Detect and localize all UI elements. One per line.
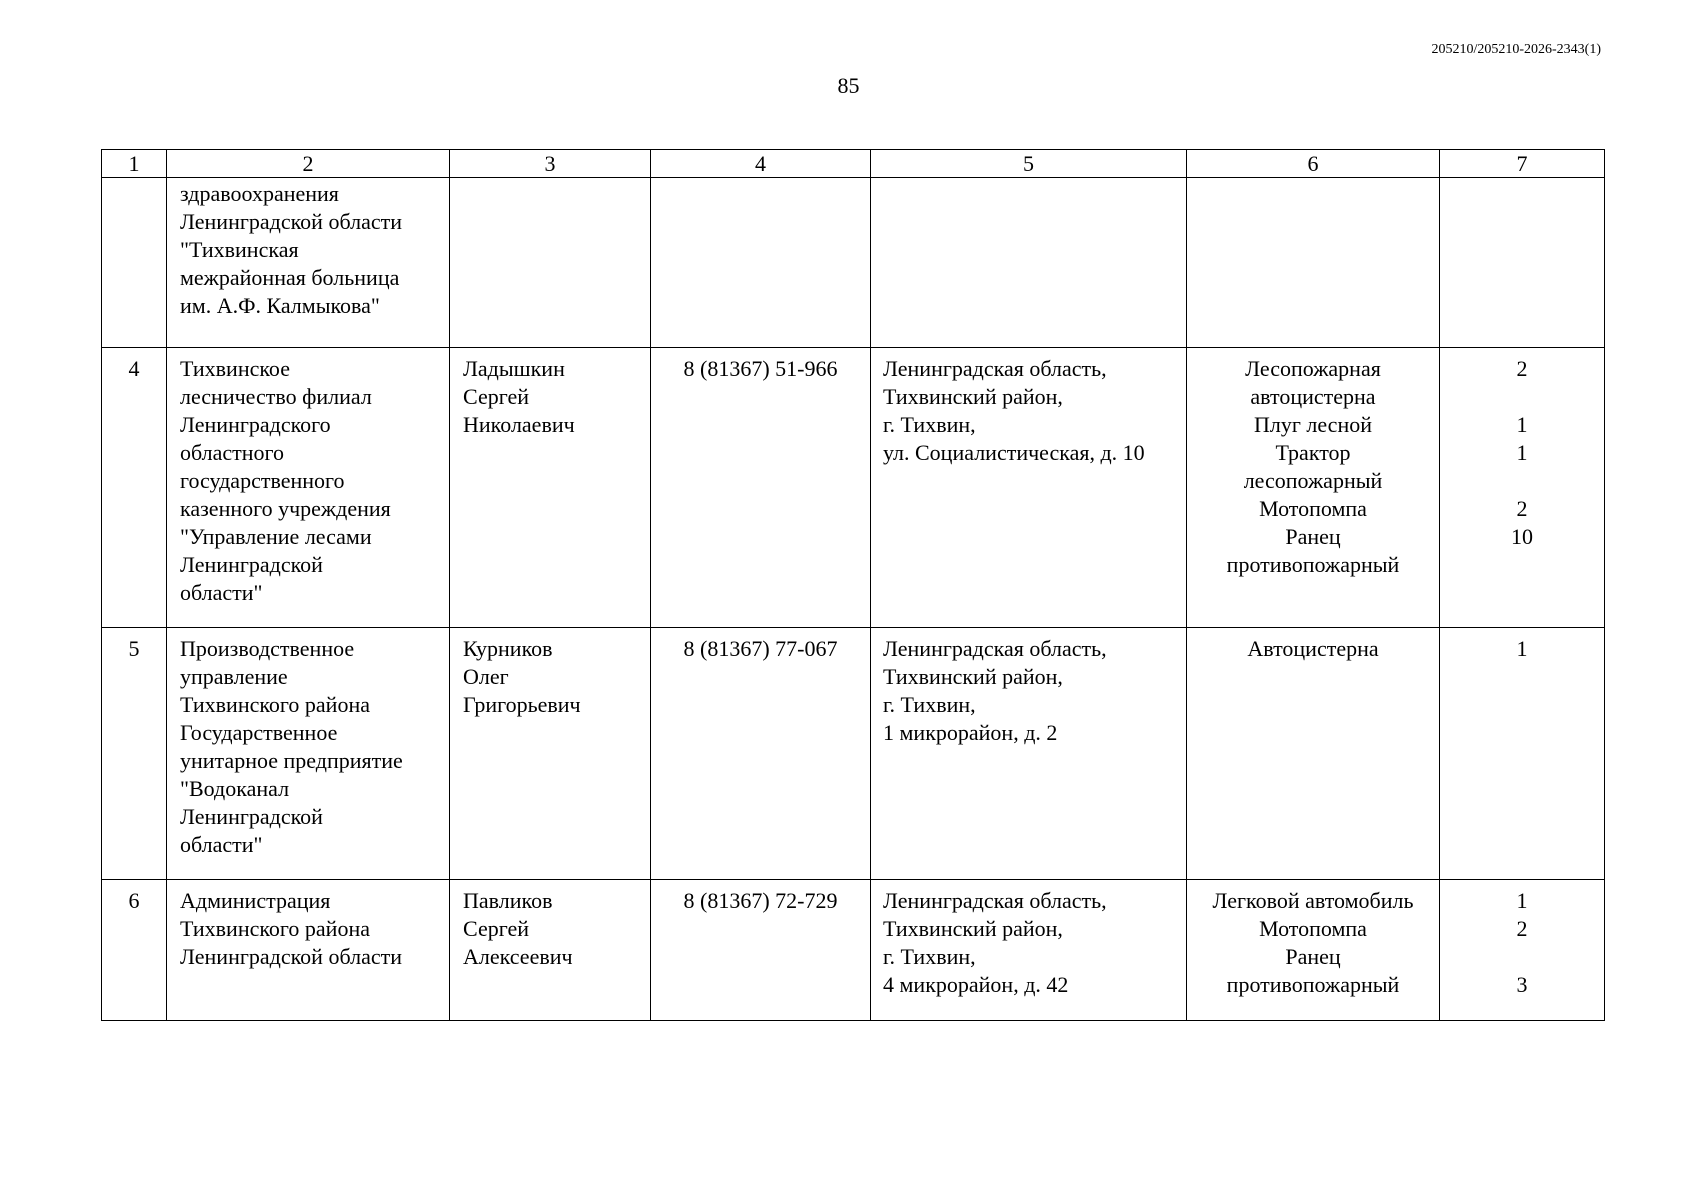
- organization-line: казенного учреждения: [180, 496, 391, 521]
- organization-line: Ленинградской области: [180, 944, 402, 969]
- head-name-line: Олег: [463, 664, 509, 689]
- phone-cell: [651, 178, 871, 348]
- equipment-line: Мотопомпа: [1259, 916, 1367, 941]
- equipment-cell: [1187, 628, 1440, 880]
- organization-line: Тихвинское: [180, 356, 290, 381]
- column-header: 6: [1187, 150, 1440, 178]
- address-line: Тихвинский район,: [883, 916, 1063, 941]
- address-line: г. Тихвин,: [883, 412, 976, 437]
- organization-line: "Управление лесами: [180, 524, 372, 549]
- organization-line: унитарное предприятие: [180, 748, 403, 773]
- address-cell: [871, 628, 1187, 880]
- organization-cell: [167, 880, 450, 1021]
- organization-line: управление: [180, 664, 288, 689]
- phone-cell: 8 (81367) 51-966: [651, 348, 871, 628]
- quantity-line: 2: [1516, 916, 1528, 941]
- organization-line: здравоохранения: [180, 181, 339, 206]
- organization-line: "Тихвинская: [180, 237, 299, 262]
- organization-line: областного: [180, 440, 285, 465]
- head-name-cell: [450, 880, 651, 1021]
- head-name-line: Сергей: [463, 916, 529, 941]
- quantity-cell: [1440, 628, 1605, 880]
- address-line: г. Тихвин,: [883, 692, 976, 717]
- row-number: [102, 178, 167, 348]
- head-name-line: Григорьевич: [463, 692, 581, 717]
- equipment-line: Трактор: [1275, 440, 1351, 465]
- quantity-line: [1440, 467, 1604, 495]
- quantity-line: 10: [1511, 524, 1533, 549]
- row-number: 5: [102, 628, 167, 880]
- head-name-cell: [450, 628, 651, 880]
- organization-cell: [167, 178, 450, 348]
- organization-line: области": [180, 832, 263, 857]
- quantity-line: 1: [1516, 636, 1528, 661]
- equipment-line: Ранец: [1285, 524, 1341, 549]
- organization-line: Ленинградской: [180, 804, 323, 829]
- quantity-cell: [1440, 348, 1605, 628]
- address-cell: [871, 348, 1187, 628]
- column-header: 1: [102, 150, 167, 178]
- address-cell: [871, 880, 1187, 1021]
- column-header: 7: [1440, 150, 1605, 178]
- quantity-line: [1440, 551, 1604, 579]
- organization-line: лесничество филиал: [180, 384, 372, 409]
- equipment-line: противопожарный: [1226, 552, 1400, 577]
- organization-line: межрайонная больница: [180, 265, 400, 290]
- organization-line: им. А.Ф. Калмыкова": [180, 293, 380, 318]
- head-name-line: Курников: [463, 636, 553, 661]
- address-line: Тихвинский район,: [883, 384, 1063, 409]
- head-name-line: Сергей: [463, 384, 529, 409]
- equipment-line: противопожарный: [1226, 972, 1400, 997]
- head-name-cell: [450, 178, 651, 348]
- address-line: Ленинградская область,: [883, 888, 1107, 913]
- address-line: Тихвинский район,: [883, 664, 1063, 689]
- equipment-cell: [1187, 880, 1440, 1021]
- address-line: Ленинградская область,: [883, 636, 1107, 661]
- phone-cell: 8 (81367) 72-729: [651, 880, 871, 1021]
- equipment-line: Легковой автомобиль: [1212, 888, 1414, 913]
- organization-line: Государственное: [180, 720, 338, 745]
- table-row: [102, 880, 1605, 1021]
- equipment-line: Лесопожарная: [1245, 356, 1381, 381]
- equipment-line: Плуг лесной: [1254, 412, 1372, 437]
- address-line: ул. Социалистическая, д. 10: [883, 440, 1145, 465]
- head-name-cell: [450, 348, 651, 628]
- organization-line: области": [180, 580, 263, 605]
- organization-line: Тихвинского района: [180, 916, 370, 941]
- equipment-line: Ранец: [1285, 944, 1341, 969]
- equipment-line: автоцистерна: [1250, 384, 1376, 409]
- organization-line: государственного: [180, 468, 345, 493]
- quantity-line: [1440, 383, 1604, 411]
- table-row: [102, 348, 1605, 628]
- head-name-line: Алексеевич: [463, 944, 573, 969]
- column-header: 2: [167, 150, 450, 178]
- equipment-line: Автоцистерна: [1247, 636, 1379, 661]
- organization-line: Администрация: [180, 888, 331, 913]
- equipment-line: Мотопомпа: [1259, 496, 1367, 521]
- address-line: 1 микрорайон, д. 2: [883, 720, 1058, 745]
- quantity-cell: [1440, 880, 1605, 1021]
- column-header: 4: [651, 150, 871, 178]
- organization-cell: [167, 348, 450, 628]
- organization-line: Производственное: [180, 636, 355, 661]
- quantity-line: 1: [1516, 888, 1528, 913]
- table-row: [102, 178, 1605, 348]
- quantity-line: 1: [1516, 412, 1528, 437]
- column-header: 3: [450, 150, 651, 178]
- head-name-line: Николаевич: [463, 412, 575, 437]
- document-id: 205210/205210-2026-2343(1): [1431, 42, 1601, 57]
- page-number: 85: [837, 73, 860, 98]
- row-number: 6: [102, 880, 167, 1021]
- address-line: Ленинградская область,: [883, 356, 1107, 381]
- address-line: г. Тихвин,: [883, 944, 976, 969]
- address-line: 4 микрорайон, д. 42: [883, 972, 1069, 997]
- quantity-line: 3: [1516, 972, 1528, 997]
- column-header: 5: [871, 150, 1187, 178]
- address-cell: [871, 178, 1187, 348]
- resources-table: [101, 149, 1605, 1021]
- quantity-line: [1440, 943, 1604, 971]
- equipment-cell: [1187, 348, 1440, 628]
- phone-cell: 8 (81367) 77-067: [651, 628, 871, 880]
- head-name-line: Павликов: [463, 888, 553, 913]
- quantity-line: 2: [1516, 496, 1528, 521]
- table-row: [102, 628, 1605, 880]
- column-number-row: [102, 150, 1605, 178]
- organization-line: Ленинградской области: [180, 209, 402, 234]
- organization-line: "Водоканал: [180, 776, 290, 801]
- organization-line: Ленинградского: [180, 412, 331, 437]
- organization-cell: [167, 628, 450, 880]
- row-number: 4: [102, 348, 167, 628]
- quantity-line: 1: [1516, 440, 1528, 465]
- quantity-line: 2: [1516, 356, 1528, 381]
- organization-line: Ленинградской: [180, 552, 323, 577]
- equipment-line: лесопожарный: [1243, 468, 1383, 493]
- head-name-line: Ладышкин: [463, 356, 565, 381]
- equipment-cell: [1187, 178, 1440, 348]
- organization-line: Тихвинского района: [180, 692, 370, 717]
- quantity-cell: [1440, 178, 1605, 348]
